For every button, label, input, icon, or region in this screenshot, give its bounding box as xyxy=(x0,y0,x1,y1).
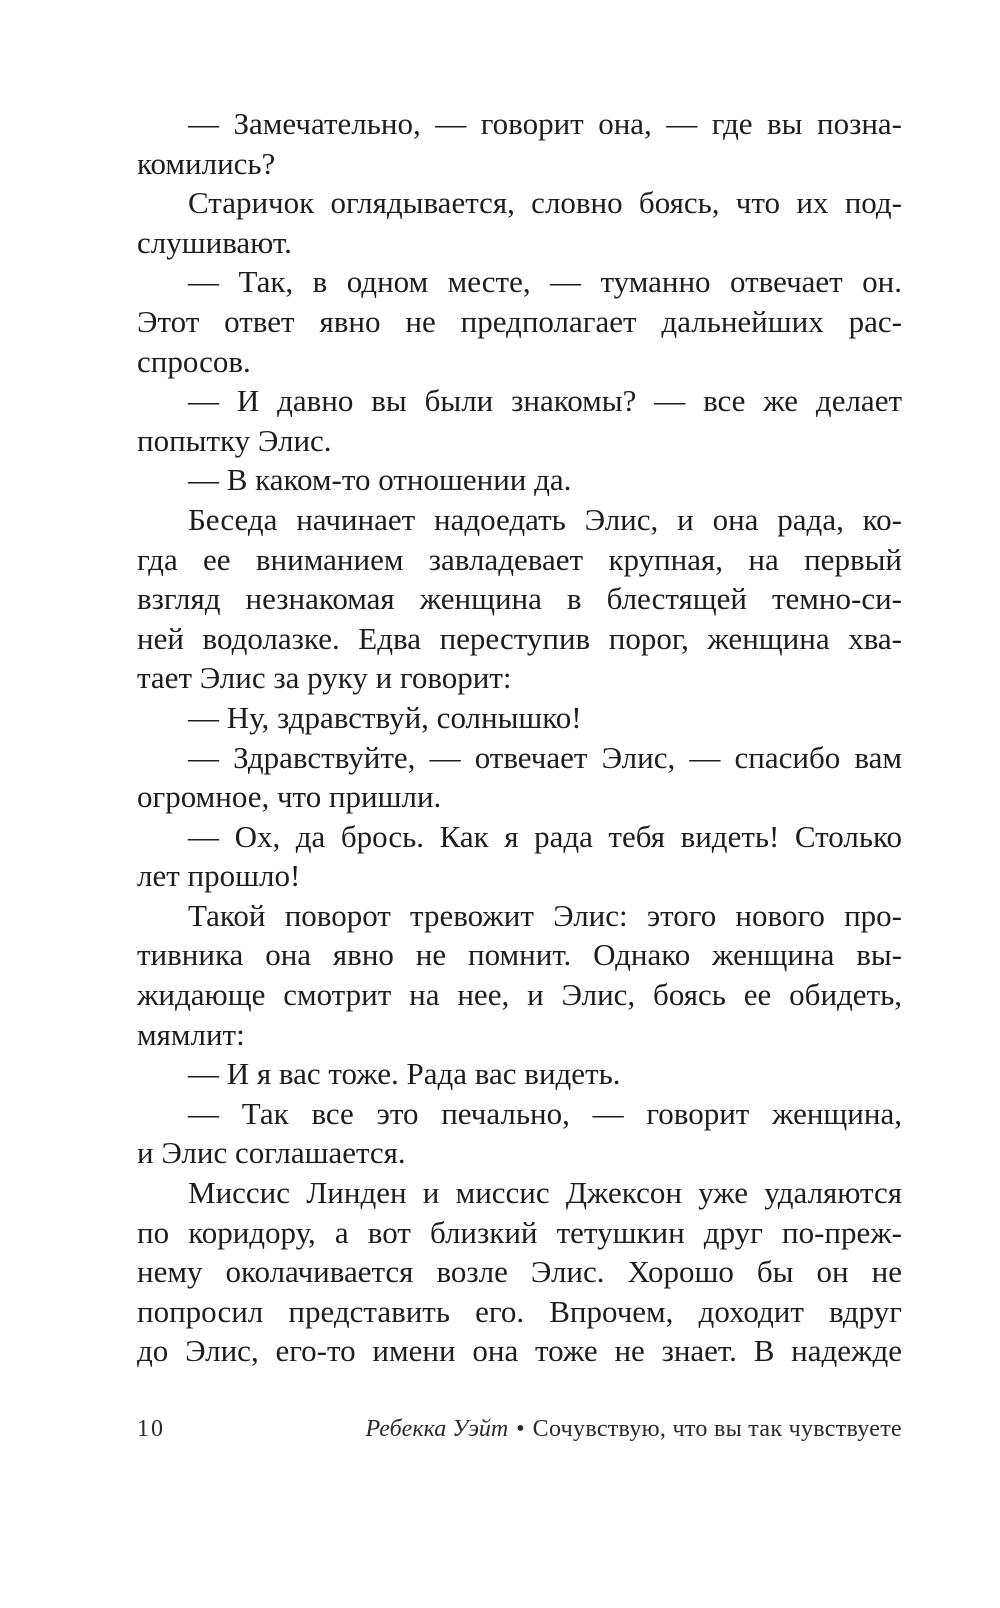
text-line: огромное, что пришли. xyxy=(137,779,442,815)
bullet-separator: • xyxy=(516,1416,525,1442)
text-line: тает Элис за руку и говорит: xyxy=(137,660,512,696)
author-name: Ребекка Уэйт xyxy=(365,1416,509,1442)
text-line: — Так все это печально, — говорит женщина, xyxy=(188,1095,902,1131)
text-line: — Замечательно, — говорит она, — где вы позна- xyxy=(188,106,902,141)
text-line: до Элис, его-то имени она тоже не знает. В надежде xyxy=(137,1333,902,1369)
text-line: — Ох, да брось. Как я рада тебя видеть! Столько xyxy=(188,818,902,854)
text-line: попытку Элис. xyxy=(137,422,332,458)
page-footer xyxy=(137,1416,902,1452)
text-line: — Здравствуйте, — отвечает Элис, — спасибо вам xyxy=(188,739,902,775)
body-text xyxy=(137,104,902,1371)
text-line: комились? xyxy=(137,145,276,181)
text-line: ней водолазке. Едва переступив порог, женщина хва- xyxy=(137,620,902,656)
text-line: Старичок оглядывается, словно боясь, что их под- xyxy=(188,185,902,221)
text-line: Этот ответ явно не предполагает дальнейших рас- xyxy=(137,303,902,339)
text-line: — Ну, здравствуй, солнышко! xyxy=(188,699,582,735)
text-line: лет прошло! xyxy=(137,858,301,894)
text-line: нему околачивается возле Элис. Хорошо бы он не xyxy=(137,1254,902,1290)
page-number: 10 xyxy=(137,1416,165,1442)
text-line: — И давно вы были знакомы? — все же делает xyxy=(188,383,902,419)
text-line: — И я вас тоже. Рада вас видеть. xyxy=(188,1056,621,1092)
text-line: слушивают. xyxy=(137,224,292,260)
text-line: взгляд незнакомая женщина в блестящей темно-си- xyxy=(137,581,902,617)
running-head xyxy=(365,1416,902,1443)
text-line: по коридору, а вот близкий тетушкин друг по-преж- xyxy=(137,1214,902,1250)
text-line: — Так, в одном месте, — туманно отвечает он. xyxy=(188,264,902,300)
text-line: мямлит: xyxy=(137,1016,245,1052)
text-line: Миссис Линден и миссис Джексон уже удаляются xyxy=(188,1175,902,1211)
text-line: Беседа начинает надоедать Элис, и она рада, ко- xyxy=(188,501,902,537)
text-line: спросов. xyxy=(137,343,251,379)
text-line: Такой поворот тревожит Элис: этого нового про- xyxy=(188,897,902,933)
text-line: — В каком-то отношении да. xyxy=(188,462,572,498)
text-line: жидающе смотрит на нее, и Элис, боясь ее обидеть, xyxy=(137,977,902,1013)
book-title: Сочувствую, что вы так чувствуете xyxy=(532,1416,902,1442)
text-line: тивника она явно не помнит. Однако женщина вы- xyxy=(137,937,902,973)
text-line: и Элис соглашается. xyxy=(137,1135,406,1171)
text-line: попросил представить его. Впрочем, доходит вдруг xyxy=(137,1293,902,1329)
text-line: гда ее вниманием завладевает крупная, на первый xyxy=(137,541,902,577)
